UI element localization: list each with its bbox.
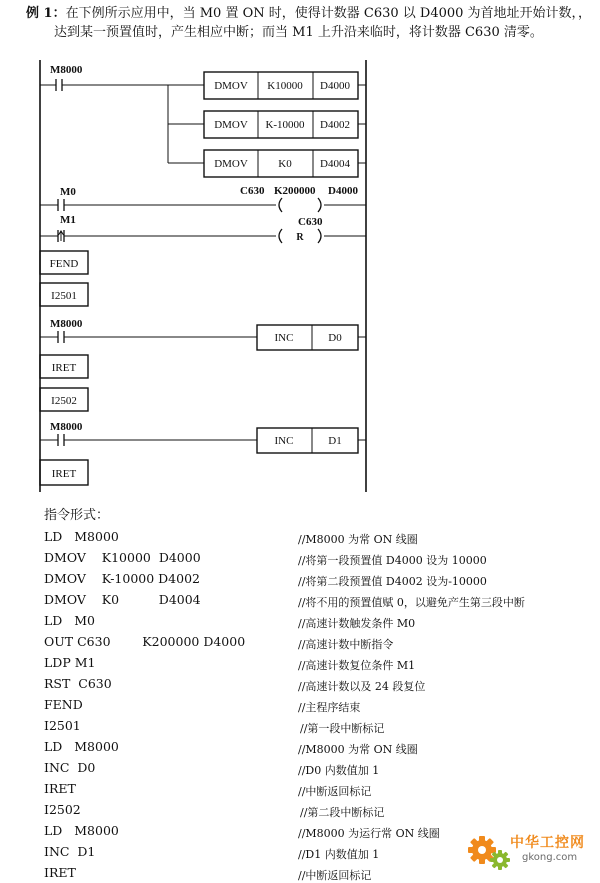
i2501-box xyxy=(40,283,88,306)
instruction-comment: //高速计数中断指令 xyxy=(298,638,394,651)
instruction-row xyxy=(0,569,600,590)
box1-src: K10000 xyxy=(267,80,303,92)
instruction-code: FEND xyxy=(44,697,83,712)
example-colon: ： xyxy=(52,6,66,21)
instruction-comment: //高速计数复位条件 M1 xyxy=(298,659,416,672)
fend-label: FEND xyxy=(49,258,79,270)
instruction-row xyxy=(0,800,600,821)
inc-dst-d1: D1 xyxy=(328,435,342,447)
contact-label-m8000-3: M8000 xyxy=(50,421,83,433)
inc-op-1: INC xyxy=(274,332,294,344)
instruction-code: I2501 xyxy=(44,718,81,733)
instruction-row xyxy=(0,716,600,737)
instruction-code: LD M0 xyxy=(44,613,95,628)
iret-label-1: IRET xyxy=(51,362,77,374)
box3-src: K0 xyxy=(278,158,292,170)
instructions-heading: 指令形式： xyxy=(44,508,110,523)
box1-dst: D4000 xyxy=(320,80,350,92)
box2-dst: D4002 xyxy=(320,119,350,131)
contact-label-m8000-2: M8000 xyxy=(50,318,83,330)
intro-line-2: 达到某一预置值时，产生相应中断；而当 M1 上升沿来临时，将计数器 C630 清零。 xyxy=(54,25,543,40)
instruction-row xyxy=(0,758,600,779)
coil-label-k200000: K200000 xyxy=(274,185,316,197)
rung-3 xyxy=(40,214,366,243)
instruction-row xyxy=(0,695,600,716)
coil-label-c630-reset: C630 xyxy=(298,216,323,228)
instruction-code: INC D1 xyxy=(44,844,96,859)
box3-op: DMOV xyxy=(214,158,248,170)
instruction-row xyxy=(0,590,600,611)
coil-label-d4000: D4000 xyxy=(328,185,358,197)
instruction-code: LD M8000 xyxy=(44,739,119,754)
watermark xyxy=(462,822,596,878)
watermark-text: 中华工控网 xyxy=(510,835,585,851)
instruction-row xyxy=(0,527,600,548)
rung-1 xyxy=(40,64,366,177)
instruction-comment: //高速计数以及 24 段复位 xyxy=(298,680,426,693)
contact-label-m0: M0 xyxy=(60,186,76,198)
i2502-label: I2502 xyxy=(51,395,77,407)
instruction-comment: //第一段中断标记 xyxy=(300,722,385,735)
box3-dst: D4004 xyxy=(320,158,350,170)
instruction-comment: //D0 内数值加 1 xyxy=(298,764,380,777)
instruction-comment: //M8000 为运行常 ON 线圈 xyxy=(298,827,440,840)
instruction-comment: //将第二段预置值 D4002 设为-10000 xyxy=(298,575,487,588)
i2502-box xyxy=(40,388,88,411)
instruction-comment: //D1 内数值加 1 xyxy=(298,848,380,861)
instruction-code: RST C630 xyxy=(44,676,112,691)
contact-label-m1: M1 xyxy=(60,214,76,226)
instruction-comment: //第二段中断标记 xyxy=(300,806,385,819)
box2-op: DMOV xyxy=(214,119,248,131)
instruction-code: LD M8000 xyxy=(44,529,119,544)
rung-4 xyxy=(40,318,366,350)
dmov-box-2 xyxy=(204,111,366,138)
instruction-row xyxy=(0,548,600,569)
dmov-box-3 xyxy=(204,150,366,177)
box2-src: K-10000 xyxy=(265,119,305,131)
instruction-code: INC D0 xyxy=(44,760,96,775)
instruction-code: OUT C630 K200000 D4000 xyxy=(44,634,246,649)
instruction-row xyxy=(0,611,600,632)
instruction-code: DMOV K0 D4004 xyxy=(44,592,201,607)
instruction-code: IRET xyxy=(44,865,76,880)
inc-op-2: INC xyxy=(274,435,294,447)
instruction-comment: //中断返回标记 xyxy=(298,869,372,882)
instruction-code: IRET xyxy=(44,781,76,796)
instruction-row xyxy=(0,674,600,695)
instruction-row xyxy=(0,779,600,800)
watermark-url: gkong.com xyxy=(522,852,578,863)
contact-label-m8000-1: M8000 xyxy=(50,64,83,76)
instruction-comment: //高速计数触发条件 M0 xyxy=(298,617,416,630)
coil-label-c630: C630 xyxy=(240,185,265,197)
instruction-row xyxy=(0,653,600,674)
iret-label-2: IRET xyxy=(51,468,77,480)
instruction-code: DMOV K10000 D4000 xyxy=(44,550,201,565)
coil-reset-text: R xyxy=(296,232,304,243)
iret-box-1 xyxy=(40,355,88,378)
rung-2 xyxy=(40,185,366,212)
instruction-comment: //主程序结束 xyxy=(298,701,361,714)
instruction-comment: //将不用的预置值赋 0，以避免产生第三段中断 xyxy=(298,596,525,609)
instruction-row xyxy=(0,632,600,653)
i2501-label: I2501 xyxy=(51,290,77,302)
iret-box-2 xyxy=(40,460,88,485)
rung-5 xyxy=(40,421,366,453)
instruction-comment: //M8000 为常 ON 线圈 xyxy=(298,743,418,756)
instruction-code: LD M8000 xyxy=(44,823,119,838)
instruction-comment: //M8000 为常 ON 线圈 xyxy=(298,533,418,546)
instruction-code: LDP M1 xyxy=(44,655,96,670)
fend-box xyxy=(40,251,88,274)
box1-op: DMOV xyxy=(214,80,248,92)
example-label: 例 1 xyxy=(26,6,53,21)
dmov-box-1 xyxy=(204,72,366,99)
instruction-row xyxy=(0,737,600,758)
instruction-comment: //将第一段预置值 D4000 设为 10000 xyxy=(298,554,487,567)
instruction-code: DMOV K-10000 D4002 xyxy=(44,571,200,586)
intro-text-1: 在下例所示应用中，当 M0 置 ON 时，使得计数器 C630 以 D4000 为首地址开始计数，， xyxy=(65,6,592,21)
instruction-code: I2502 xyxy=(44,802,81,817)
inc-dst-d0: D0 xyxy=(328,332,342,344)
instruction-comment: //中断返回标记 xyxy=(298,785,372,798)
